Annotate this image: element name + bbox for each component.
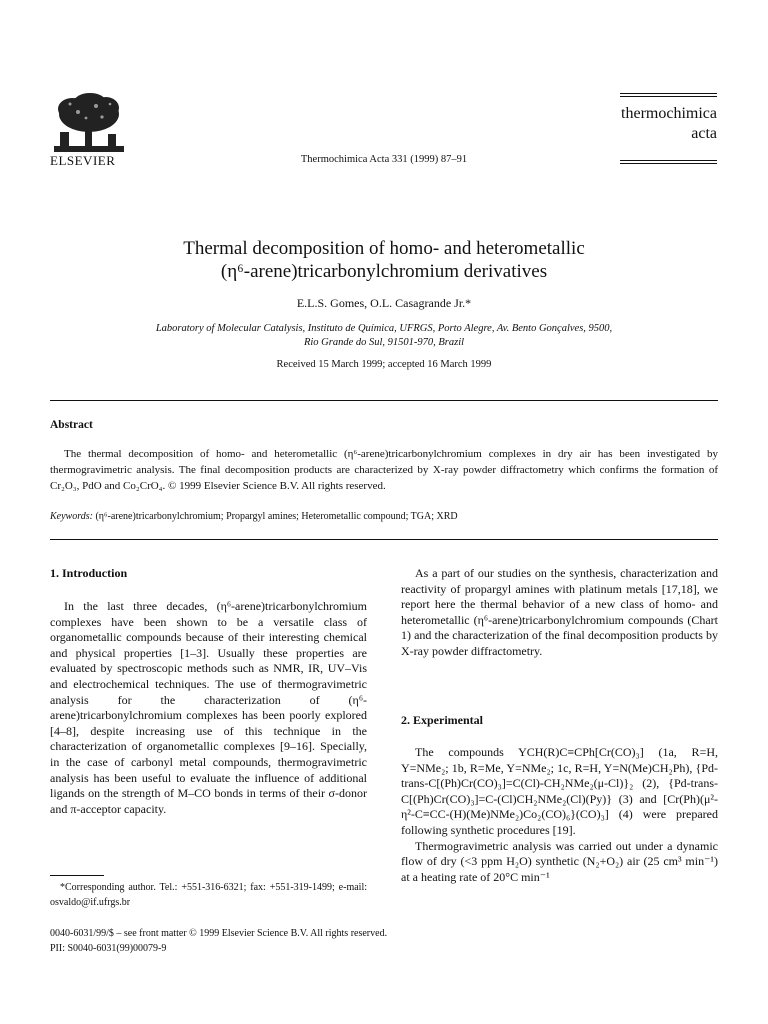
abstract-text: The thermal decomposition of homo- and heterometallic (η⁶-arene)tricarbonylchromium complexes in dry air has been investigated by thermogravimetric analysis. The final decomposition products are characterized by X-ray powder diffractometry which confirms the formation of Cr₂O₃, PdO and Co₂CrO₄. © 1999 Elsevier Science B.V. All rights reserved.	[50, 448, 718, 492]
title-line-1: Thermal decomposition of homo- and heterometallic	[183, 238, 585, 259]
keywords-list: (η⁶-arene)tricarbonylchromium; Propargyl amines; Heterometallic compound; TGA; XRD	[95, 511, 458, 522]
experimental-paragraph-2: Thermogravimetric analysis was carried out under a dynamic flow of dry (<3 ppm H₂O) synthetic (N₂+O₂) air (25 cm³ min⁻¹) at a heating rate of 20°C min⁻¹	[401, 838, 718, 884]
experimental-body	[401, 745, 718, 885]
journal-brand	[620, 93, 717, 165]
journal-reference: Thermochimica Acta 331 (1999) 87–91	[300, 154, 468, 165]
right-paragraph-1: As a part of our studies on the synthesis, characterization and reactivity of propargyl amines with platinum metals [17,18], we report here the thermal behavior of a new class of homo- and heterometallic (η⁶-arene)tricarbonylchromium compounds (Chart 1) and the characterization of the final decomposition products by X-ray powder diffractometry.	[401, 566, 718, 658]
title-line-2: (η⁶-arene)tricarbonylchromium derivatives	[220, 261, 548, 282]
corresponding-author-footnote: *Corresponding author. Tel.: +551-316-6321; fax: +551-319-1499; e-mail: osvaldo@if.ufrgs.br	[50, 882, 367, 908]
right-column-intro	[401, 566, 718, 660]
introduction-body	[50, 599, 367, 817]
copyright-footer	[50, 926, 387, 956]
publisher-name: ELSEVIER	[50, 153, 116, 168]
introduction-paragraph: In the last three decades, (η⁶-arene)tricarbonylchromium complexes have been shown to be a versatile class of organometallic compounds because of their interesting chemical and physical properties [1–3]. Usually these properties are evaluated by spectroscopic methods such as NMR, IR, UV–Vis and electrochemical techniques. The use of thermogravimetric analysis for the characterization of (η⁶-arene)tricarbonylchromium complexes has been poorly explored [4–8], despite increasing use of this technique in the characterization of organometallic complexes [9–16]. Specially, in the case of carbonyl metal compounds, thermogravimetric analysis has been useful to evaluate the influence of additional ligands on the strength of M–CO bonds in terms of their σ-donor and π-acceptor capacity.	[50, 599, 367, 816]
introduction-heading: 1. Introduction	[50, 566, 128, 580]
authors: E.L.S. Gomes, O.L. Casagrande Jr.*	[296, 296, 472, 310]
brand-title: thermochimica	[621, 105, 717, 122]
elsevier-tree-logo-icon	[50, 92, 128, 154]
pii-line: PII: S0040-6031(99)00079-9	[50, 943, 167, 954]
footnote-divider	[50, 875, 104, 876]
front-matter-line: 0040-6031/99/$ – see front matter © 1999 Elsevier Science B.V. All rights reserved.	[50, 928, 388, 939]
abstract-heading: Abstract	[50, 419, 93, 431]
article-title	[0, 237, 768, 283]
experimental-heading: 2. Experimental	[401, 713, 483, 727]
experimental-paragraph-1: The compounds YCH(R)C≡CPh[Cr(CO)₃] (1a, R=H, Y=NMe₂; 1b, R=Me, Y=NMe₂; 1c, R=H, Y=N(Me)CH₂Ph), {Pd-trans-C[(Ph)Cr(CO)₃]=C(Cl)-CH₂NMe₂(μ-Cl)}₂ (2), {Pd-trans-C[(Ph)Cr(CO)₃]=C-(Cl)CH₂NMe₂(Cl)(Py)} (3) and [Cr(Ph)(μ²-η²-C≡CC-(H)(Me)NMe₂)Co₂(CO)₆}(CO)₃] (4) were prepared following synthetic procedures [19].	[401, 745, 718, 837]
divider-top	[50, 400, 718, 401]
keywords	[50, 511, 718, 522]
affiliation	[0, 322, 768, 350]
affiliation-line-1: Laboratory of Molecular Catalysis, Instituto de Química, UFRGS, Porto Alegre, Av. Bento Gonçalves, 9500,	[155, 323, 613, 334]
received-dates: Received 15 March 1999; accepted 16 March 1999	[276, 359, 492, 370]
affiliation-line-2: Rio Grande do Sul, 91501-970, Brazil	[303, 337, 465, 348]
divider-bottom	[50, 539, 718, 540]
brand-subtitle: acta	[691, 125, 717, 142]
keywords-label: Keywords:	[50, 511, 93, 522]
